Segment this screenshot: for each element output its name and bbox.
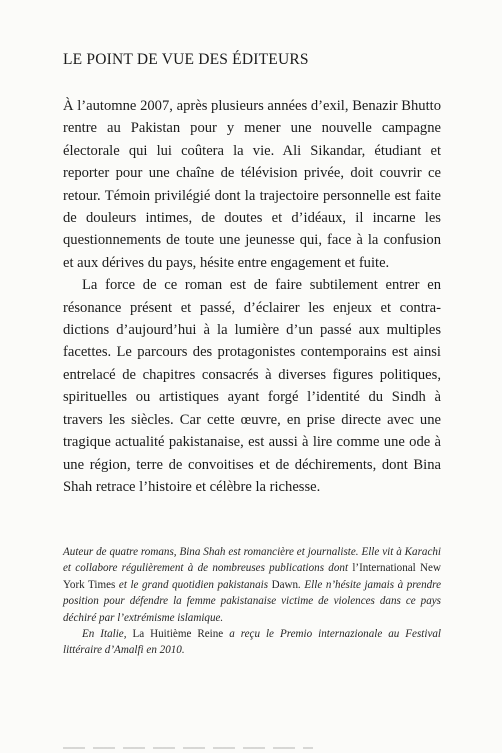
blurb (63, 95, 441, 498)
book-title: La Huitième Reine (132, 628, 224, 641)
bio-text: Auteur de quatre romans, Bina Shah est romancière et journaliste. Elle vit à Karachi et collabore régulièrement à de nombreuses publications dont (63, 546, 441, 575)
section-heading: LE POINT DE VUE DES ÉDITEURS (63, 51, 309, 68)
bio-text: a reçu le Premio internazionale au Festival littéraire d’Amalfi en 2010. (63, 628, 442, 657)
cut-off-footer-text (63, 747, 313, 749)
author-bio-paragraph (63, 544, 441, 626)
publication-name: Dawn (271, 578, 299, 591)
bio-text: et le grand quotidien pakistanais (115, 578, 272, 591)
publication-name: l’International New York Times (63, 562, 441, 591)
bio-text: . Elle n’hésite jamais à prendre position pour défendre la femme pakistanaise victime de violences dans ce pays déchiré par l’extrémisme islamique. (63, 578, 441, 624)
blurb-paragraph: À l’automne 2007, après plusieurs années d’exil, Benazir Bhutto rentre au Pakistan pour y mener une nouvelle campagne électorale qui lui coûtera la vie. Ali Sikandar, étudiant et reporter pour une chaîne de télévision privée, doit couvrir ce retour. Témoin privilégié dont la trajectoire personnelle est faite de douleurs intimes, de doutes et d’idéaux, il incarne les questionnements de toute une jeunesse qui, face à la confusion et aux dérives du pays, hésite entre engagement et fuite. (63, 98, 441, 271)
author-bio (63, 544, 441, 659)
award-paragraph (63, 626, 441, 659)
bio-text: En Italie, (82, 628, 133, 641)
blurb-paragraph: La force de ce roman est de faire subtilement entrer en résonance présent et passé, d’éclairer les enjeux et contradictions d’aujourd’hui à la lumière d’un passé aux multiples facettes. Le parcours des protagonistes contemporains est ainsi entrelacé de chapitres consacrés à diverses figures politiques, spirituelles ou artistiques ayant forgé l’identité du Sindh à travers les siècles. Car cette œuvre, en prise directe avec une tragique actualité pakistanaise, est aussi à lire comme une ode à une région, terre de convoitises et de déchirements, dont Bina Shah retrace l’histoire et célèbre la richesse. (63, 277, 441, 495)
